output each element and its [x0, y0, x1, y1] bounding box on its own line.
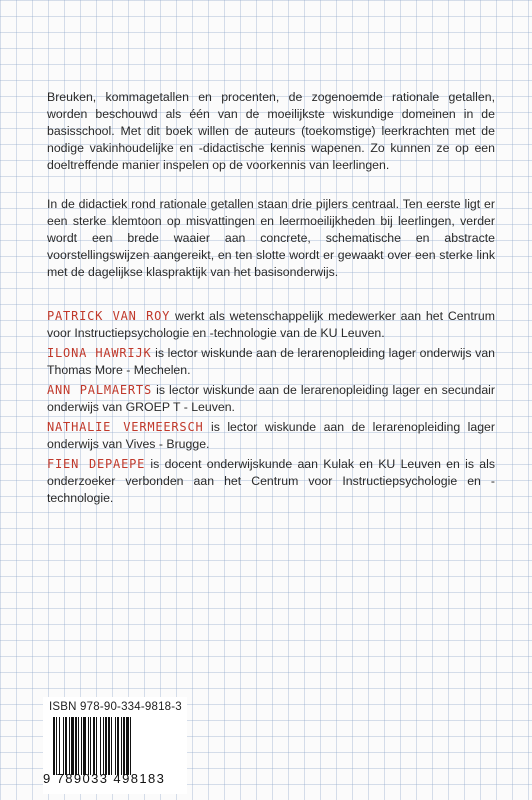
barcode-bar — [111, 717, 112, 775]
barcode-graphic — [53, 717, 179, 775]
barcode-bar — [96, 717, 97, 775]
author-name: ANN PALMAERTS — [47, 383, 152, 397]
barcode-bar — [59, 717, 60, 775]
barcode-bar — [56, 717, 57, 775]
barcode-bar — [123, 717, 125, 775]
barcode-bar — [117, 717, 119, 775]
barcode-bar — [83, 717, 86, 775]
barcode-bar — [115, 717, 116, 775]
barcode-bar — [78, 717, 79, 775]
author-entry — [47, 456, 495, 507]
isbn-label: ISBN 978-90-334-9818-3 — [49, 701, 182, 713]
barcode-bar — [71, 717, 74, 775]
barcode-bar — [130, 717, 131, 775]
barcode-bar — [108, 717, 110, 775]
barcode-digits: 9 789033 498183 — [43, 771, 166, 786]
barcode-bar — [105, 717, 107, 775]
barcode-bar — [88, 717, 89, 775]
description-paragraph-2: In de didactiek rond rationale getallen staan drie pijlers centraal. Ten eerste ligt er een sterke klemtoon op misvattingen en leermoeilijkheden bij leerlingen, verder wordt een brede waaier aan concrete, schematische en abstracte voorstellingswijzen aangereikt, en ten slotte wordt er gewaakt over een sterke link met de dagelijkse klaspraktijk van het basisonderwijs. — [47, 197, 495, 279]
barcode-bar — [93, 717, 95, 775]
barcode-bar — [65, 717, 67, 775]
author-bio: is lector wiskunde aan de lerarenopleiding lager onderwijs van Thomas More - Mechelen. — [47, 346, 495, 377]
author-name: FIEN DEPAEPE — [47, 457, 146, 471]
author-entry — [47, 345, 495, 379]
barcode-bar — [126, 717, 129, 775]
barcode-bar — [103, 717, 104, 775]
author-entry — [47, 382, 495, 416]
isbn-barcode-box — [43, 697, 187, 794]
author-bio: is lector wiskunde aan de lerarenopleiding lager onderwijs van Vives - Brugge. — [47, 420, 495, 451]
author-list — [47, 308, 495, 510]
barcode-bar — [121, 717, 122, 775]
barcode-bar — [100, 717, 101, 775]
author-bio: werkt als wetenschappelijk medewerker aan het Centrum voor Instructiepsychologie en -technologie van de KU Leuven. — [47, 309, 495, 340]
author-name: NATHALIE VERMEERSCH — [47, 420, 204, 434]
author-name: PATRICK VAN ROY — [47, 309, 171, 323]
description-paragraph-1: Breuken, kommagetallen en procenten, de zogenoemde rationale getallen, worden beschouwd als één van de moeilijkste wiskundige domeinen in de basisschool. Met dit boek willen de auteurs (toekomstige) leerkrachten met de nodige vakinhoudelijke en -didactische kennis wapenen. Zo kunnen ze op een doeltreffende manier inspelen op de voorkennis van leerlingen. — [47, 90, 495, 172]
barcode-bar — [81, 717, 82, 775]
author-bio: is docent onderwijskunde aan Kulak en KU Leuven en is als onderzoeker verbonden aan het Centrum voor Instructiepsychologie en -technologie. — [47, 457, 495, 505]
barcode-bar — [69, 717, 70, 775]
author-name: ILONA HAWRIJK — [47, 346, 152, 360]
barcode-bar — [63, 717, 64, 775]
author-bio: is lector wiskunde aan de lerarenopleiding lager en secundair onderwijs van GROEP T - Leuven. — [47, 383, 495, 414]
barcode-bar — [90, 717, 91, 775]
author-entry — [47, 308, 495, 342]
author-entry — [47, 419, 495, 453]
barcode-bar — [53, 717, 55, 775]
barcode-bar — [75, 717, 77, 775]
